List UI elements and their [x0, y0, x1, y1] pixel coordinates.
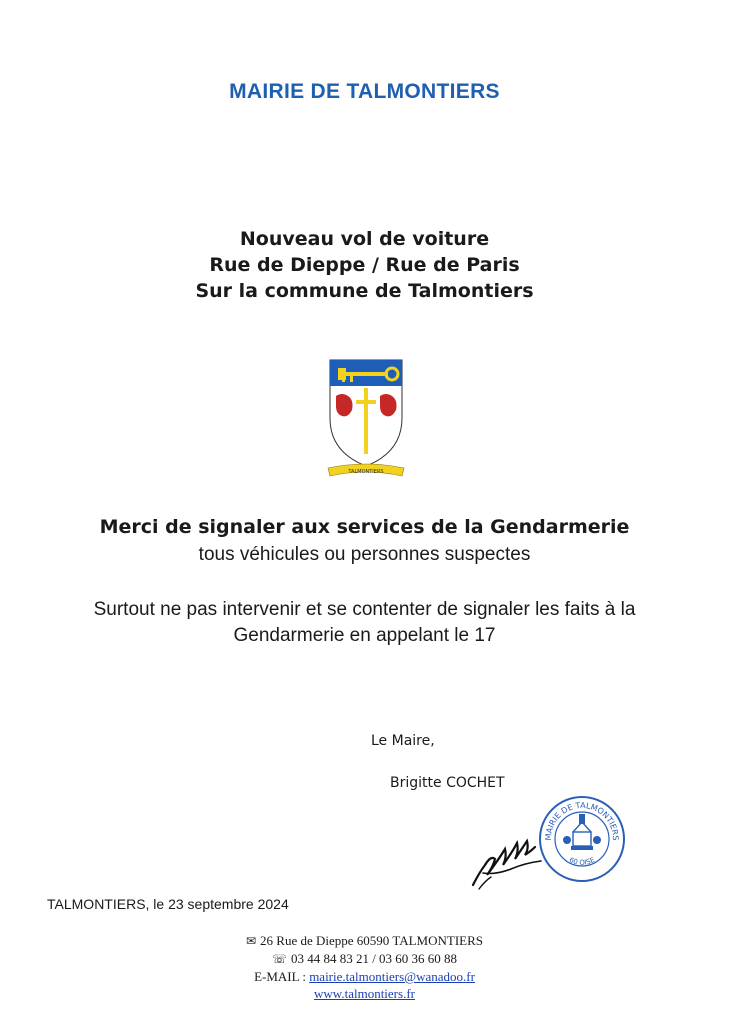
message-plain: tous véhicules ou personnes suspectes — [198, 544, 531, 565]
email-link[interactable]: mairie.talmontiers@wanadoo.fr — [309, 969, 475, 984]
contact-address: 26 Rue de Dieppe 60590 TALMONTIERS — [260, 933, 483, 948]
message-line-1: Surtout ne pas intervenir et se contenter de signaler les faits à la — [93, 599, 636, 620]
signatory-name: Brigitte COCHET — [390, 775, 505, 791]
website-link[interactable]: www.talmontiers.fr — [314, 986, 415, 1001]
contact-website-line — [0, 985, 729, 1002]
alert-line-1: Nouveau vol de voiture — [239, 228, 490, 250]
alert-line-3: Sur la commune de Talmontiers — [195, 280, 534, 302]
page-title: MAIRIE DE TALMONTIERS — [229, 80, 500, 103]
stamp-bottom-text: 60 OISE — [567, 855, 597, 867]
contact-phone: 03 44 84 83 21 / 03 60 36 60 88 — [290, 951, 458, 966]
telephone-icon: ☏ — [271, 952, 287, 966]
alert-heading — [0, 226, 729, 304]
contact-email-line — [0, 968, 729, 985]
message-line-2: Gendarmerie en appelant le 17 — [233, 625, 496, 646]
coat-of-arms-logo — [324, 356, 408, 478]
contact-block — [0, 932, 729, 1002]
alert-line-2: Rue de Dieppe / Rue de Paris — [209, 254, 520, 276]
email-label: E-MAIL : — [254, 969, 306, 984]
mairie-stamp — [537, 794, 627, 884]
message-instructions — [0, 597, 729, 649]
message-bold: Merci de signaler aux services de la Gendarmerie — [99, 516, 630, 538]
stamp-top-text: MAIRIE DE TALMONTIERS — [543, 800, 621, 841]
svg-text:60 OISE — [568, 856, 596, 867]
signatory-title: Le Maire, — [371, 733, 435, 749]
letter-date: TALMONTIERS, le 23 septembre 2024 — [47, 896, 289, 912]
contact-address-line — [0, 932, 729, 950]
crest-ribbon-text: TALMONTIERS — [348, 469, 384, 475]
envelope-icon: ✉ — [245, 934, 257, 948]
contact-phone-line — [0, 950, 729, 968]
